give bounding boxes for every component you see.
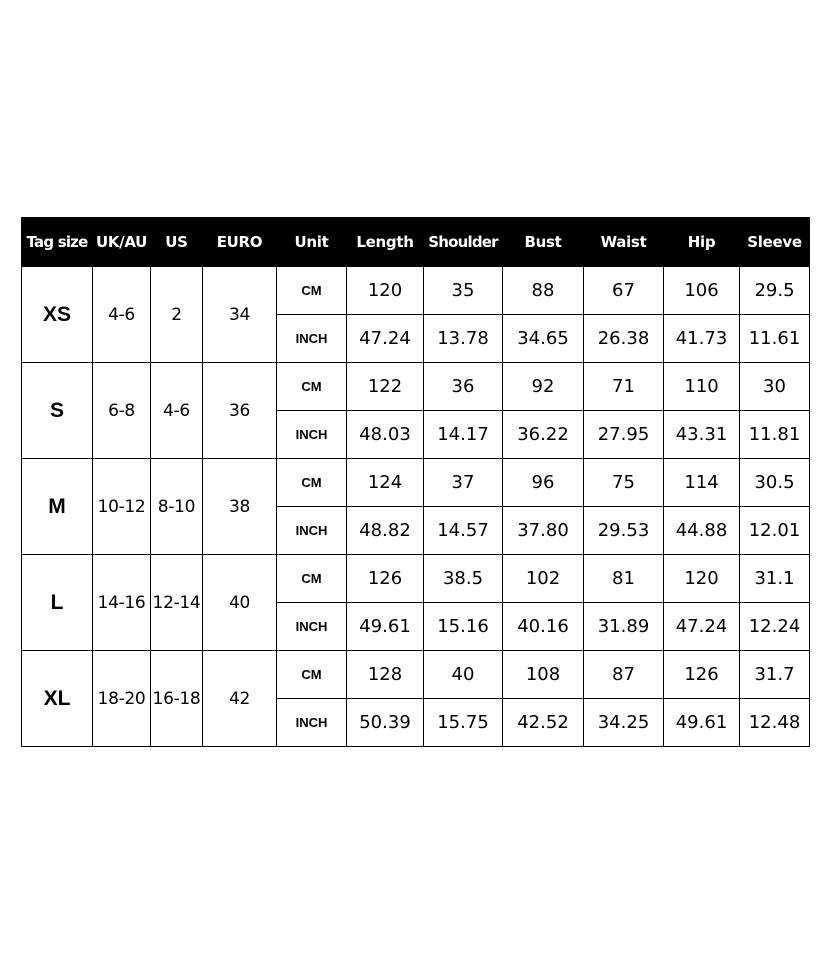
us-cell: 4-6 (151, 363, 203, 459)
unit-cell: CM (277, 267, 347, 315)
header-sleeve: Sleeve (740, 218, 810, 267)
shoulder-cell: 15.75 (424, 699, 503, 747)
unit-cell: CM (277, 555, 347, 603)
bust-cell: 92 (503, 363, 584, 411)
uk-au-cell: 4-6 (93, 267, 151, 363)
unit-cell: INCH (277, 699, 347, 747)
unit-cell: CM (277, 363, 347, 411)
unit-cell: INCH (277, 603, 347, 651)
hip-cell: 126 (664, 651, 740, 699)
length-cell: 122 (347, 363, 424, 411)
euro-cell: 36 (203, 363, 277, 459)
header-length: Length (347, 218, 424, 267)
length-cell: 48.03 (347, 411, 424, 459)
waist-cell: 81 (584, 555, 664, 603)
table-row (22, 459, 810, 507)
hip-cell: 43.31 (664, 411, 740, 459)
length-cell: 128 (347, 651, 424, 699)
length-cell: 124 (347, 459, 424, 507)
unit-cell: INCH (277, 411, 347, 459)
hip-cell: 49.61 (664, 699, 740, 747)
euro-cell: 34 (203, 267, 277, 363)
tag-size-cell: XS (22, 267, 93, 363)
table-row (22, 363, 810, 411)
waist-cell: 87 (584, 651, 664, 699)
tag-size-cell: XL (22, 651, 93, 747)
sleeve-cell: 11.81 (740, 411, 810, 459)
bust-cell: 96 (503, 459, 584, 507)
bust-cell: 42.52 (503, 699, 584, 747)
euro-cell: 38 (203, 459, 277, 555)
hip-cell: 120 (664, 555, 740, 603)
hip-cell: 110 (664, 363, 740, 411)
uk-au-cell: 14-16 (93, 555, 151, 651)
bust-cell: 102 (503, 555, 584, 603)
waist-cell: 29.53 (584, 507, 664, 555)
bust-cell: 36.22 (503, 411, 584, 459)
length-cell: 48.82 (347, 507, 424, 555)
unit-cell: CM (277, 651, 347, 699)
unit-cell: INCH (277, 315, 347, 363)
sleeve-cell: 12.48 (740, 699, 810, 747)
shoulder-cell: 15.16 (424, 603, 503, 651)
length-cell: 49.61 (347, 603, 424, 651)
shoulder-cell: 14.57 (424, 507, 503, 555)
hip-cell: 41.73 (664, 315, 740, 363)
uk-au-cell: 18-20 (93, 651, 151, 747)
length-cell: 47.24 (347, 315, 424, 363)
waist-cell: 26.38 (584, 315, 664, 363)
us-cell: 16-18 (151, 651, 203, 747)
shoulder-cell: 35 (424, 267, 503, 315)
unit-cell: INCH (277, 507, 347, 555)
tag-size-cell: L (22, 555, 93, 651)
us-cell: 2 (151, 267, 203, 363)
unit-cell: CM (277, 459, 347, 507)
shoulder-cell: 38.5 (424, 555, 503, 603)
sleeve-cell: 12.24 (740, 603, 810, 651)
table-row (22, 267, 810, 315)
hip-cell: 114 (664, 459, 740, 507)
tag-size-cell: S (22, 363, 93, 459)
shoulder-cell: 36 (424, 363, 503, 411)
bust-cell: 34.65 (503, 315, 584, 363)
euro-cell: 42 (203, 651, 277, 747)
bust-cell: 88 (503, 267, 584, 315)
table-row (22, 651, 810, 699)
hip-cell: 47.24 (664, 603, 740, 651)
euro-cell: 40 (203, 555, 277, 651)
us-cell: 12-14 (151, 555, 203, 651)
header-row (22, 218, 810, 267)
sleeve-cell: 30 (740, 363, 810, 411)
tag-size-cell: M (22, 459, 93, 555)
header-us: US (151, 218, 203, 267)
sleeve-cell: 12.01 (740, 507, 810, 555)
waist-cell: 31.89 (584, 603, 664, 651)
waist-cell: 34.25 (584, 699, 664, 747)
bust-cell: 108 (503, 651, 584, 699)
sleeve-cell: 31.1 (740, 555, 810, 603)
shoulder-cell: 40 (424, 651, 503, 699)
waist-cell: 67 (584, 267, 664, 315)
waist-cell: 71 (584, 363, 664, 411)
shoulder-cell: 37 (424, 459, 503, 507)
sleeve-cell: 30.5 (740, 459, 810, 507)
uk-au-cell: 6-8 (93, 363, 151, 459)
table-row (22, 555, 810, 603)
header-shoulder: Shoulder (424, 218, 503, 267)
sleeve-cell: 29.5 (740, 267, 810, 315)
bust-cell: 40.16 (503, 603, 584, 651)
header-waist: Waist (584, 218, 664, 267)
uk-au-cell: 10-12 (93, 459, 151, 555)
header-bust: Bust (503, 218, 584, 267)
header-unit: Unit (277, 218, 347, 267)
sleeve-cell: 31.7 (740, 651, 810, 699)
waist-cell: 27.95 (584, 411, 664, 459)
header-euro: EURO (203, 218, 277, 267)
us-cell: 8-10 (151, 459, 203, 555)
length-cell: 126 (347, 555, 424, 603)
shoulder-cell: 14.17 (424, 411, 503, 459)
length-cell: 50.39 (347, 699, 424, 747)
header-tag-size: Tag size (22, 218, 93, 267)
waist-cell: 75 (584, 459, 664, 507)
hip-cell: 44.88 (664, 507, 740, 555)
sleeve-cell: 11.61 (740, 315, 810, 363)
shoulder-cell: 13.78 (424, 315, 503, 363)
header-hip: Hip (664, 218, 740, 267)
bust-cell: 37.80 (503, 507, 584, 555)
length-cell: 120 (347, 267, 424, 315)
hip-cell: 106 (664, 267, 740, 315)
header-uk-au: UK/AU (93, 218, 151, 267)
size-chart-table (21, 217, 810, 747)
